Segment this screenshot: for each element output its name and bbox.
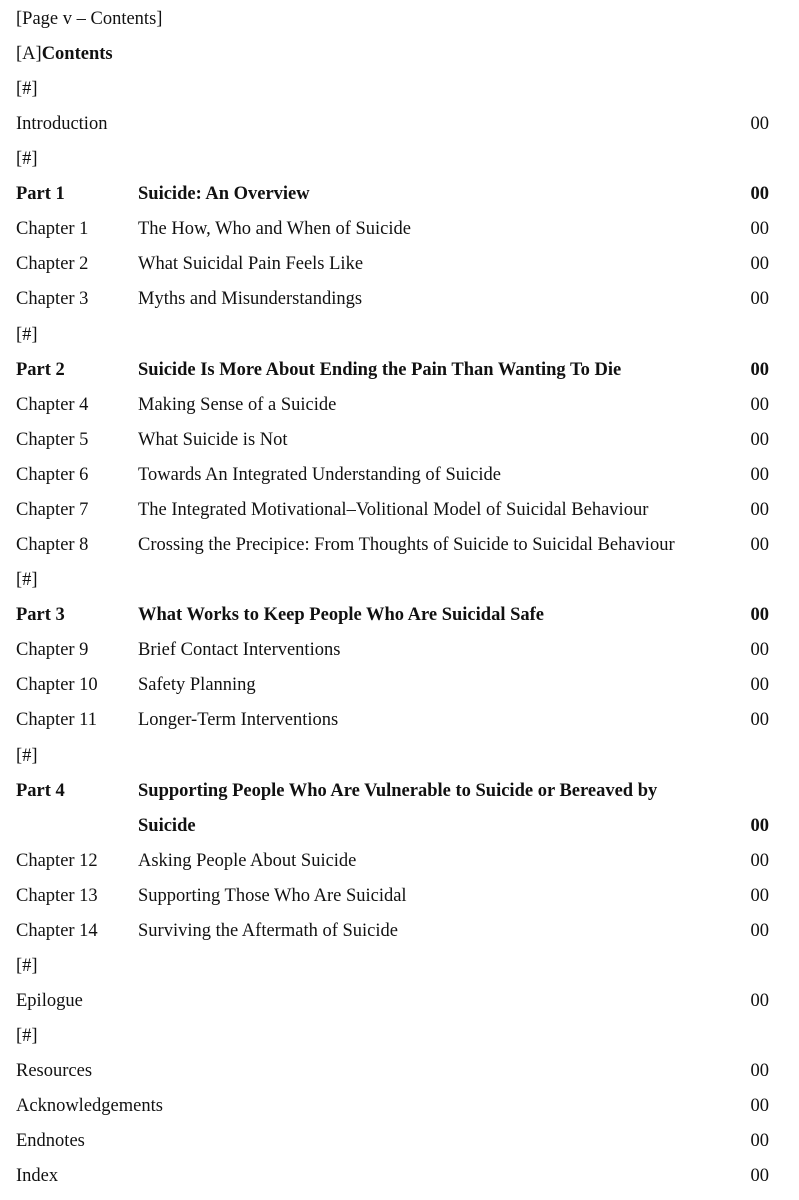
entry-page-number: 00 bbox=[750, 219, 769, 239]
entry-title: What Suicide is Not bbox=[138, 430, 288, 450]
section-separator bbox=[0, 320, 799, 350]
entry-page-number: 00 bbox=[750, 640, 769, 660]
toc-entry bbox=[0, 635, 799, 665]
heading-title: Contents bbox=[41, 44, 113, 64]
entry-label: Chapter 14 bbox=[16, 921, 98, 941]
entry-page-number: 00 bbox=[750, 710, 769, 730]
entry-title: Surviving the Aftermath of Suicide bbox=[138, 921, 398, 941]
entry-page-number: 00 bbox=[750, 1131, 769, 1151]
entry-page-number: 00 bbox=[750, 465, 769, 485]
entry-label: Chapter 7 bbox=[16, 500, 89, 520]
section-separator bbox=[0, 1021, 799, 1051]
toc-entry bbox=[0, 179, 799, 209]
separator-marker: [#] bbox=[16, 79, 38, 99]
entry-label: Index bbox=[16, 1166, 59, 1186]
entry-label: Chapter 8 bbox=[16, 535, 89, 555]
entry-page-number: 00 bbox=[750, 1166, 769, 1186]
section-separator bbox=[0, 565, 799, 595]
entry-label: Chapter 6 bbox=[16, 465, 89, 485]
entry-page-number: 00 bbox=[750, 395, 769, 415]
entry-label: Chapter 11 bbox=[16, 710, 98, 730]
page-marker: [Page v – Contents] bbox=[16, 9, 163, 29]
entry-page-number: 00 bbox=[750, 360, 769, 380]
toc-entry bbox=[0, 425, 799, 455]
contents-heading-row bbox=[0, 39, 799, 69]
entry-title: The Integrated Motivational–Volitional Model of Suicidal Behaviour bbox=[138, 500, 649, 520]
entry-label: Part 2 bbox=[16, 360, 65, 380]
entry-page-number: 00 bbox=[750, 114, 769, 134]
separator-marker: [#] bbox=[16, 1026, 38, 1046]
section-separator bbox=[0, 144, 799, 174]
toc-entry bbox=[0, 1126, 799, 1156]
section-separator bbox=[0, 741, 799, 771]
entry-page-number: 00 bbox=[750, 851, 769, 871]
toc-entry bbox=[0, 846, 799, 876]
page-marker-row bbox=[0, 4, 799, 34]
entry-label: Chapter 12 bbox=[16, 851, 98, 871]
entry-label: Chapter 9 bbox=[16, 640, 89, 660]
heading-tag: [A] bbox=[16, 44, 42, 64]
entry-title: Supporting People Who Are Vulnerable to Suicide or Bereaved by bbox=[138, 781, 658, 801]
entry-page-number: 00 bbox=[750, 254, 769, 274]
entry-label: Chapter 2 bbox=[16, 254, 89, 274]
entry-label: Chapter 5 bbox=[16, 430, 89, 450]
entry-page-number: 00 bbox=[750, 886, 769, 906]
entry-page-number: 00 bbox=[750, 430, 769, 450]
entry-page-number: 00 bbox=[750, 605, 769, 625]
toc-entry bbox=[0, 881, 799, 911]
entry-label: Part 3 bbox=[16, 605, 65, 625]
toc-entry bbox=[0, 1091, 799, 1121]
toc-entry bbox=[0, 1056, 799, 1086]
entry-label: Endnotes bbox=[16, 1131, 85, 1151]
entry-title: Brief Contact Interventions bbox=[138, 640, 341, 660]
toc-entry bbox=[0, 986, 799, 1016]
entry-page-number: 00 bbox=[750, 184, 769, 204]
toc-entry bbox=[0, 109, 799, 139]
entry-page-number: 00 bbox=[750, 675, 769, 695]
entry-page-number: 00 bbox=[750, 921, 769, 941]
entry-title: Suicide bbox=[138, 816, 196, 836]
entry-page-number: 00 bbox=[750, 1096, 769, 1116]
entry-title: Safety Planning bbox=[138, 675, 256, 695]
entry-title: Longer-Term Interventions bbox=[138, 710, 339, 730]
toc-entry bbox=[0, 530, 799, 560]
entry-title: The How, Who and When of Suicide bbox=[138, 219, 411, 239]
toc-entry bbox=[0, 811, 799, 841]
separator-marker: [#] bbox=[16, 149, 38, 169]
entry-label: Chapter 4 bbox=[16, 395, 89, 415]
entry-label: Acknowledgements bbox=[16, 1096, 163, 1116]
toc-entry bbox=[0, 776, 799, 806]
separator-marker: [#] bbox=[16, 746, 38, 766]
entry-title: Suicide: An Overview bbox=[138, 184, 310, 204]
entry-label: Part 4 bbox=[16, 781, 65, 801]
toc-entry bbox=[0, 249, 799, 279]
entry-label: Chapter 3 bbox=[16, 289, 89, 309]
toc-entry bbox=[0, 284, 799, 314]
entry-label: Introduction bbox=[16, 114, 108, 134]
entry-page-number: 00 bbox=[750, 289, 769, 309]
section-separator bbox=[0, 951, 799, 981]
separator-marker: [#] bbox=[16, 956, 38, 976]
entry-title: Crossing the Precipice: From Thoughts of Suicide to Suicidal Behaviour bbox=[138, 535, 675, 555]
entry-title: Asking People About Suicide bbox=[138, 851, 357, 871]
toc-entry bbox=[0, 670, 799, 700]
contents-heading bbox=[16, 39, 113, 69]
toc-entry bbox=[0, 1161, 799, 1191]
toc-entry bbox=[0, 705, 799, 735]
toc-entry bbox=[0, 214, 799, 244]
entry-label: Epilogue bbox=[16, 991, 83, 1011]
entry-page-number: 00 bbox=[750, 1061, 769, 1081]
toc-entry bbox=[0, 600, 799, 630]
entry-page-number: 00 bbox=[750, 991, 769, 1011]
entry-title: Making Sense of a Suicide bbox=[138, 395, 337, 415]
entry-page-number: 00 bbox=[750, 500, 769, 520]
entry-page-number: 00 bbox=[750, 816, 769, 836]
entry-title: Supporting Those Who Are Suicidal bbox=[138, 886, 407, 906]
entry-page-number: 00 bbox=[750, 535, 769, 555]
toc-entry bbox=[0, 390, 799, 420]
toc-entry bbox=[0, 916, 799, 946]
entry-label: Chapter 10 bbox=[16, 675, 98, 695]
toc-entry bbox=[0, 495, 799, 525]
entry-label: Resources bbox=[16, 1061, 93, 1081]
entry-title: What Suicidal Pain Feels Like bbox=[138, 254, 364, 274]
toc-entry bbox=[0, 355, 799, 385]
entry-label: Chapter 1 bbox=[16, 219, 89, 239]
toc-entry bbox=[0, 460, 799, 490]
entry-title: Myths and Misunderstandings bbox=[138, 289, 363, 309]
entry-label: Chapter 13 bbox=[16, 886, 98, 906]
section-separator bbox=[0, 74, 799, 104]
separator-marker: [#] bbox=[16, 325, 38, 345]
entry-label: Part 1 bbox=[16, 184, 65, 204]
entry-title: Suicide Is More About Ending the Pain Than Wanting To Die bbox=[138, 360, 622, 380]
entry-title: Towards An Integrated Understanding of Suicide bbox=[138, 465, 501, 485]
entry-title: What Works to Keep People Who Are Suicidal Safe bbox=[138, 605, 544, 625]
separator-marker: [#] bbox=[16, 570, 38, 590]
